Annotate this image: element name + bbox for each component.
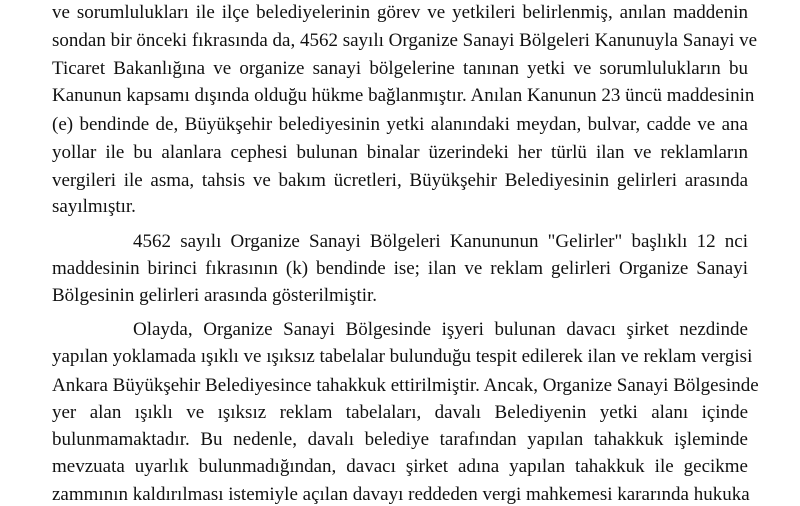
text-line: bulunmamaktadır. Bu nedenle, davalı belediye tarafından yapılan tahakkuk işleminde	[52, 429, 748, 450]
text-line: ve sorumlulukları ile ilçe belediyelerinin görev ve yetkileri belirlenmiş, anılan maddenin	[52, 2, 748, 23]
text-line: yer alan ışıklı ve ışıksız reklam tabelaları, davalı Belediyenin yetki alanı içinde	[52, 402, 748, 423]
text-line: (e) bendinde de, Büyükşehir belediyesinin yetki alanındaki meydan, bulvar, cadde ve ana	[52, 114, 748, 135]
text-line: sondan bir önceki fıkrasında da, 4562 sayılı Organize Sanayi Bölgeleri Kanunuyla Sanayi ve	[52, 30, 758, 51]
text-line: Olayda, Organize Sanayi Bölgesinde işyeri bulunan davacı şirket nezdinde	[133, 319, 748, 340]
text-line: Ankara Büyükşehir Belediyesince tahakkuk ettirilmiştir. Ancak, Organize Sanayi Bölgesinde	[52, 375, 759, 396]
text-line: maddesinin birinci fıkrasının (k) bendinde ise; ilan ve reklam gelirleri Organize Sanayi	[52, 258, 748, 279]
text-line: mevzuata uyarlık bulunmadığından, davacı şirket adına yapılan tahakkuk ile gecikme	[52, 456, 748, 477]
text-line: Bölgesinin gelirleri arasında gösterilmiştir.	[52, 285, 378, 306]
text-line: 4562 sayılı Organize Sanayi Bölgeleri Kanununun "Gelirler" başlıklı 12 nci	[133, 231, 748, 252]
text-line: Ticaret Bakanlığına ve organize sanayi bölgelerine tanınan yetki ve sorumlulukların bu	[52, 58, 748, 79]
text-line: yollar ile bu alanlara cephesi bulunan binalar üzerindeki her türlü ilan ve reklamların	[52, 142, 748, 163]
text-line: Kanunun kapsamı dışında olduğu hükme bağlanmıştır. Anılan Kanunun 23 üncü maddesinin	[52, 85, 755, 106]
text-line: yapılan yoklamada ışıklı ve ışıksız tabelalar bulunduğu tespit edilerek ilan ve reklam vergisi	[52, 346, 753, 367]
text-line: sayılmıştır.	[52, 196, 136, 217]
text-line: zammının kaldırılması istemiyle açılan davayı reddeden vergi mahkemesi kararında hukuka	[52, 484, 750, 505]
text-line: vergileri ile asma, tahsis ve bakım ücretleri, Büyükşehir Belediyesinin gelirleri arasında	[52, 170, 748, 191]
